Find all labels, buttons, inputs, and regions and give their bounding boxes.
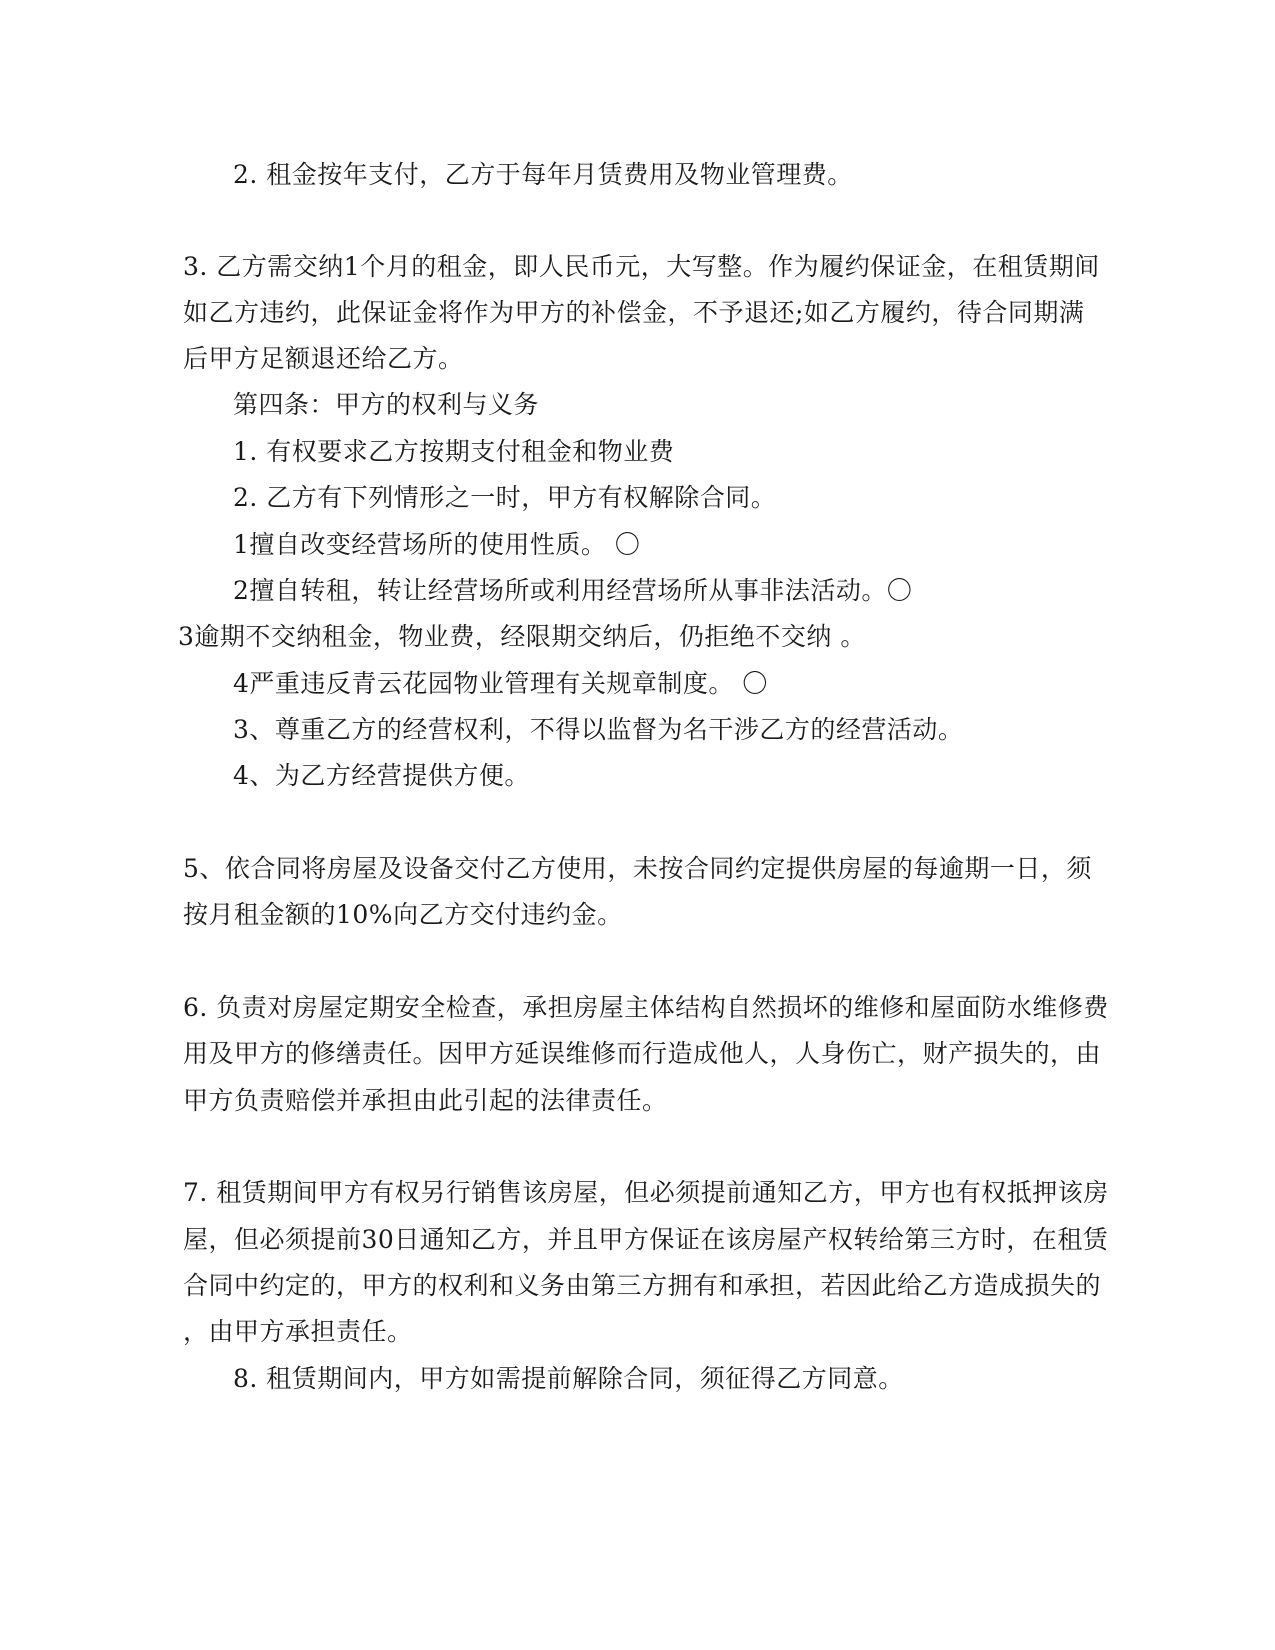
text-line: 后甲方足额退还给乙方。 [183,344,464,373]
text-line: 合同中约定的，甲方的权利和义务由第三方拥有和承担，若因此给乙方造成损失的 [183,1271,1102,1300]
text-line: 7. 租赁期间甲方有权另行销售该房屋，但必须提前通知乙方，甲方也有权抵押该房 [183,1178,1109,1207]
text-line: ，由甲方承担责任。 [183,1317,413,1346]
text-line: 2. 租金按年支付，乙方于每年月赁费用及物业管理费。 [233,160,853,189]
text-line: 甲方负责赔偿并承担由此引起的法律责任。 [183,1086,668,1115]
text-line: 3. 乙方需交纳1个月的租金，即人民币元，大写整。作为履约保证金，在租赁期间 [183,252,1100,281]
text-line: 1擅自改变经营场所的使用性质。 〇 [233,530,641,559]
text-line: 1. 有权要求乙方按期支付租金和物业费 [233,437,675,466]
text-line: 按月租金额的10%向乙方交付违约金。 [183,900,623,929]
text-line: 5、依合同将房屋及设备交付乙方使用，未按合同约定提供房屋的每逾期一日，须 [183,854,1092,883]
text-line: 2. 乙方有下列情形之一时，甲方有权解除合同。 [233,483,777,512]
text-line: 8. 租赁期间内，甲方如需提前解除合同，须征得乙方同意。 [233,1364,904,1393]
text-line: 3、尊重乙方的经营权利，不得以监督为名干涉乙方的经营活动。 [233,715,964,744]
text-line: 6. 负责对房屋定期安全检查，承担房屋主体结构自然损坏的维修和屋面防水维修费 [183,993,1109,1022]
text-line: 4、为乙方经营提供方便。 [233,761,530,790]
text-line: 用及甲方的修缮责任。因甲方延误维修而行造成他人，人身伤亡，财产损失的，由 [183,1039,1102,1068]
text-line: 4严重违反青云花园物业管理有关规章制度。 〇 [233,669,768,698]
text-line: 3逾期不交纳租金，物业费，经限期交纳后，仍拒绝不交纳 。 [178,622,866,651]
text-line: 如乙方违约，此保证金将作为甲方的补偿金，不予退还;如乙方履约，待合同期满 [183,298,1085,327]
text-line: 2擅自转租，转让经营场所或利用经营场所从事非法活动。〇 [233,576,913,605]
text-line: 屋，但必须提前30日通知乙方，并且甲方保证在该房屋产权转给第三方时，在租赁 [183,1225,1109,1254]
text-line: 第四条：甲方的权利与义务 [233,390,540,419]
